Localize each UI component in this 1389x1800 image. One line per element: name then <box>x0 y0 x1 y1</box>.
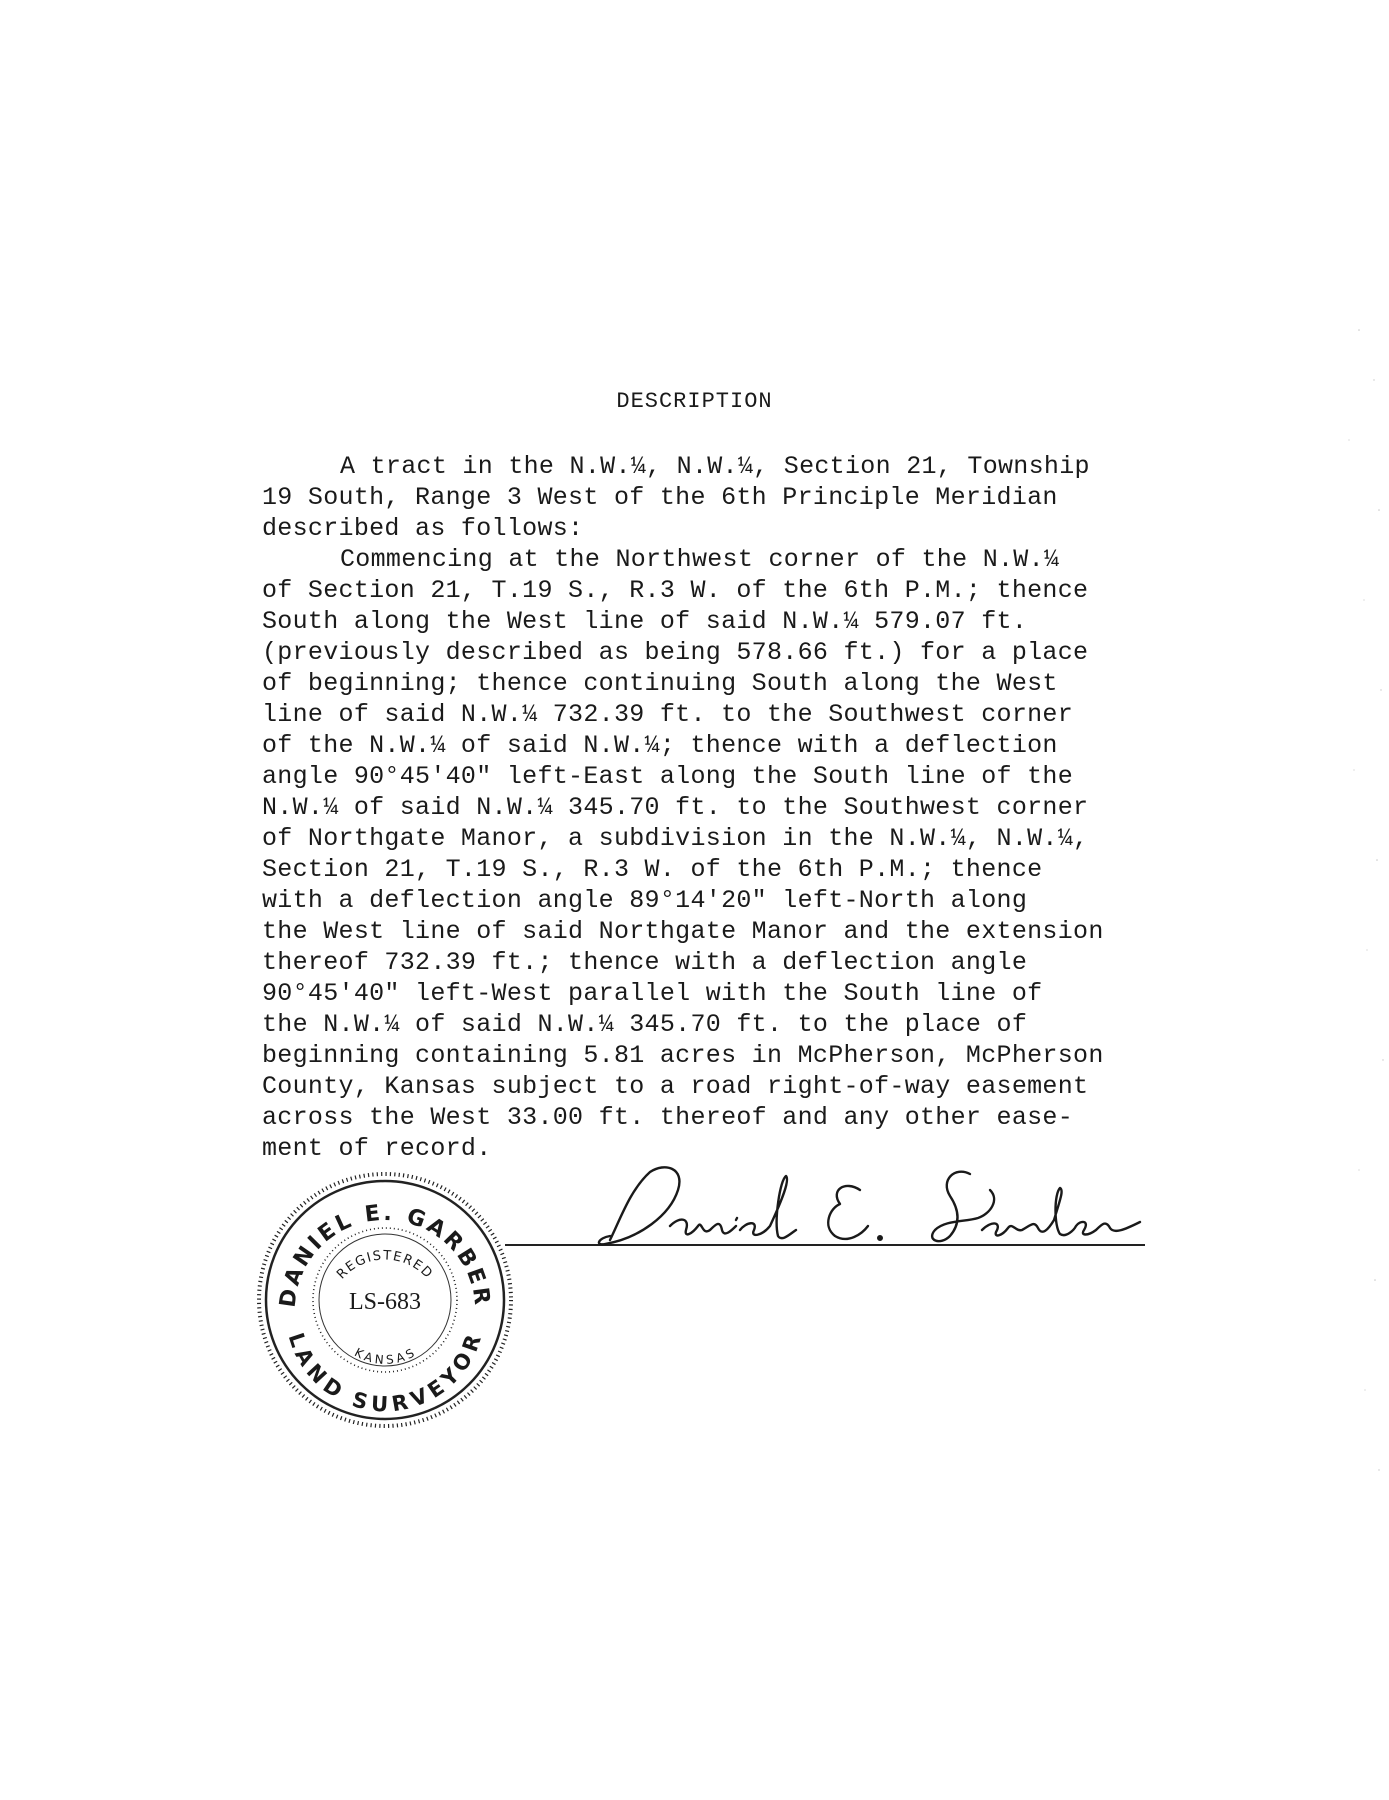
description-line: ment of record. <box>262 1134 492 1163</box>
svg-text:REGISTERED <box>334 1248 436 1282</box>
description-line: South along the West line of said N.W.¼ 579.07 ft. <box>262 607 1028 636</box>
description-line: the N.W.¼ of said N.W.¼ 345.70 ft. to the place of <box>262 1010 1028 1039</box>
description-line: beginning containing 5.81 acres in McPherson, McPherson <box>262 1041 1104 1070</box>
description-line: across the West 33.00 ft. thereof and any other ease- <box>262 1103 1074 1132</box>
description-line: the West line of said Northgate Manor and the extension <box>262 917 1104 946</box>
description-line: Commencing at the Northwest corner of the N.W.¼ <box>340 545 1060 574</box>
description-line: of Section 21, T.19 S., R.3 W. of the 6th P.M.; thence <box>262 576 1089 605</box>
description-line: County, Kansas subject to a road right-of-way easement <box>262 1072 1089 1101</box>
description-line: 19 South, Range 3 West of the 6th Principle Meridian <box>262 483 1058 512</box>
seal-license-number: LS-683 <box>349 1289 421 1315</box>
description-line: angle 90°45'40" left-East along the South line of the <box>262 762 1074 791</box>
seal-inner-top-text: REGISTERED <box>334 1248 436 1283</box>
description-line: 90°45'40" left-West parallel with the South line of <box>262 979 1043 1008</box>
description-line: described as follows: <box>262 514 584 543</box>
seal-inner-bottom-text: KANSAS <box>352 1345 418 1368</box>
description-line: thereof 732.39 ft.; thence with a deflection angle <box>262 948 1028 977</box>
signature-image <box>590 1160 1150 1250</box>
seal-outer-bottom-text: LAND SURVEYOR <box>283 1329 487 1417</box>
description-line: with a deflection angle 89°14'20" left-North along <box>262 886 1028 915</box>
description-line: of beginning; thence continuing South along the West <box>262 669 1058 698</box>
description-line: of Northgate Manor, a subdivision in the N.W.¼, N.W.¼, <box>262 824 1089 853</box>
description-line: Section 21, T.19 S., R.3 W. of the 6th P.M.; thence <box>262 855 1043 884</box>
description-line: (previously described as being 578.66 ft.) for a place <box>262 638 1089 667</box>
svg-text:KANSAS <box>352 1345 418 1367</box>
document-heading: DESCRIPTION <box>616 389 773 414</box>
description-line: A tract in the N.W.¼, N.W.¼, Section 21, Township <box>340 452 1090 481</box>
description-line: of the N.W.¼ of said N.W.¼; thence with a deflection <box>262 731 1058 760</box>
surveyor-seal <box>250 1165 520 1435</box>
description-line: line of said N.W.¼ 732.39 ft. to the Southwest corner <box>262 700 1074 729</box>
seal-outer-top-text: DANIEL E. GARBER <box>275 1200 495 1309</box>
description-line: N.W.¼ of said N.W.¼ 345.70 ft. to the Southwest corner <box>262 793 1089 822</box>
scan-speckle <box>1319 300 1389 1500</box>
